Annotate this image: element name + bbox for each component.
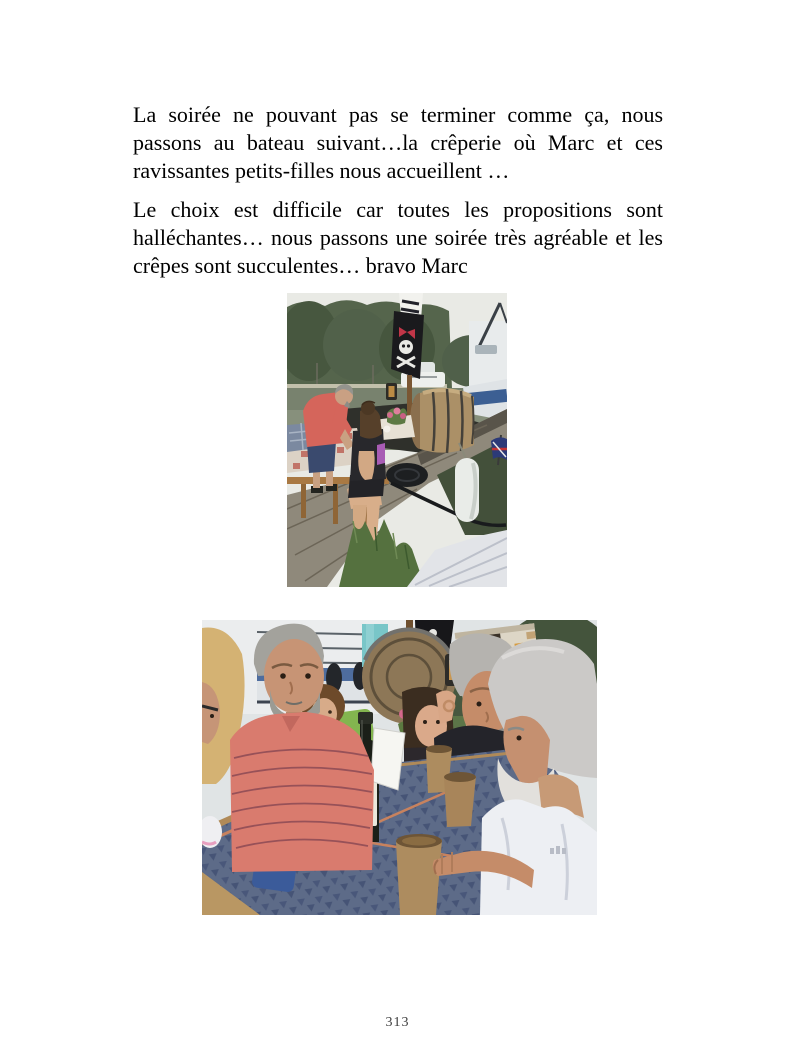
text-line: Le choix est difficile car toutes les propositions sont [133, 197, 663, 222]
canal-pirate-boat-photo [287, 293, 507, 587]
paragraph-2 [133, 196, 663, 280]
paragraph-1 [133, 101, 663, 185]
creperie-dinner-table-illustration [202, 620, 597, 915]
body-text [133, 101, 663, 291]
canal-pirate-boat-illustration [287, 293, 507, 587]
text-line: La soirée ne pouvant pas se terminer comme ça, nous [133, 102, 663, 127]
text-line: crêpes sont succulentes… bravo Marc [133, 253, 468, 278]
page-number: 313 [385, 1015, 410, 1030]
creperie-dinner-table-photo [202, 620, 597, 915]
text-line: halléchantes… nous passons une soirée très agréable et les [133, 225, 663, 250]
text-line: passons au bateau suivant…la crêperie où Marc et ces [133, 130, 663, 155]
text-line: ravissantes petits-filles nous accueillent … [133, 158, 510, 183]
